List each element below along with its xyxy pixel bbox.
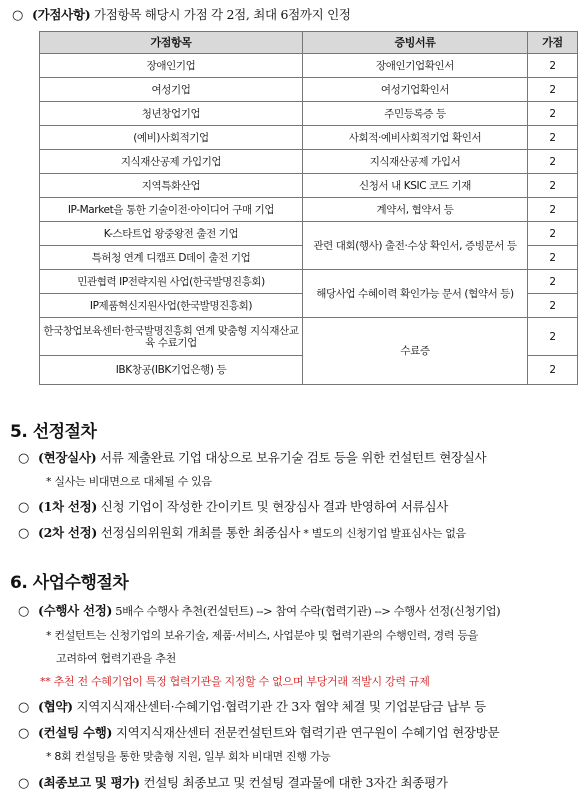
- cell-doc: 주민등록증 등: [303, 102, 528, 126]
- table-row: [40, 150, 578, 174]
- cell-score: 2: [528, 198, 578, 222]
- table-row: [40, 198, 578, 222]
- cell-item: K-스타트업 왕중왕전 출전 기업: [40, 222, 303, 246]
- header-item: 가점항목: [40, 32, 303, 54]
- cell-score: 2: [528, 270, 578, 294]
- bullet-circle-icon: ○: [18, 526, 30, 541]
- cell-item: 지식재산공제 가입기업: [40, 150, 303, 174]
- s6-item-agreement: [18, 696, 486, 715]
- s6-item-select: [18, 600, 500, 619]
- item-label: (컨설팅 수행): [38, 725, 113, 740]
- cell-item: (예비)사회적기업: [40, 126, 303, 150]
- cell-doc: 계약서, 협약서 등: [303, 198, 528, 222]
- cell-item: 장애인기업: [40, 54, 303, 78]
- cell-doc: 장애인기업확인서: [303, 54, 528, 78]
- cell-item: 민관협력 IP전략지원 사업(한국발명진흥회): [40, 270, 303, 294]
- item-label: (협약): [38, 699, 73, 714]
- cell-item: IP제품혁신지원사업(한국발명진흥회): [40, 294, 303, 318]
- cell-score: 2: [528, 78, 578, 102]
- bullet-circle-icon: ○: [18, 726, 30, 741]
- item-text: 서류 제출완료 기업 대상으로 보유기술 검토 등을 위한 컨설턴트 현장실사: [96, 450, 487, 465]
- bullet-circle-icon: ○: [18, 500, 30, 515]
- cell-doc: 여성기업확인서: [303, 78, 528, 102]
- cell-doc: 사회적·예비사회적기업 확인서: [303, 126, 528, 150]
- bullet-circle-icon: ○: [18, 776, 30, 791]
- section-6-title: 6. 사업수행절차: [10, 573, 129, 593]
- header-score: 가점: [528, 32, 578, 54]
- table-row: [40, 126, 578, 150]
- cell-item: IP-Market을 통한 기술이전·아이디어 구매 기업: [40, 198, 303, 222]
- cell-item: 청년창업기업: [40, 102, 303, 126]
- item-text: 5배수 수행사 추천(컨설턴트) --> 참여 수락(협력기관) --> 수행사 선정(신청기업): [112, 604, 501, 618]
- s6-item-final: [18, 772, 448, 791]
- item-text: 지역지식재산센터·수혜기업·협력기관 간 3자 협약 체결 및 기업분담금 납부 등: [72, 699, 486, 714]
- cell-doc: 관련 대회(행사) 출전·수상 확인서, 증빙문서 등: [303, 222, 528, 270]
- bullet-circle-icon: ○: [18, 604, 30, 619]
- item-text: 지역지식재산센터 전문컨설턴트와 협력기관 연구원이 수혜기업 현장방문: [112, 725, 500, 740]
- item-label: (2차 선정): [38, 525, 98, 540]
- table-row: [40, 270, 578, 294]
- s6-note-consultant-cont: 고려하여 협력기관을 추천: [56, 652, 176, 665]
- bullet-circle-icon: ○: [18, 700, 30, 715]
- bullet-circle-icon: ○: [12, 8, 24, 23]
- section-5-title: 5. 선정절차: [10, 422, 97, 442]
- cell-score: 2: [528, 174, 578, 198]
- item-note: * 별도의 신청기업 발표심사는 없음: [300, 527, 466, 540]
- cell-item: 특허청 연계 디캠프 D데이 출전 기업: [40, 246, 303, 270]
- cell-score: 2: [528, 246, 578, 270]
- cell-score: 2: [528, 318, 578, 356]
- item-label: (현장실사): [38, 450, 97, 465]
- bonus-label: (가점사항): [32, 7, 91, 22]
- bonus-table: [39, 31, 578, 385]
- item-label: (1차 선정): [38, 499, 98, 514]
- cell-doc: 해당사업 수혜이력 확인가능 문서 (협약서 등): [303, 270, 528, 318]
- s5-note-nonface: * 실사는 비대면으로 대체될 수 있음: [46, 475, 212, 488]
- bonus-text: 가점항목 해당시 가점 각 2점, 최대 6점까지 인정: [90, 7, 351, 22]
- table-row: [40, 222, 578, 246]
- bonus-line: [12, 4, 351, 23]
- cell-score: 2: [528, 126, 578, 150]
- cell-score: 2: [528, 150, 578, 174]
- table-header-row: [40, 32, 578, 54]
- item-text: 신청 기업이 작성한 간이키트 및 현장심사 결과 반영하여 서류심사: [97, 499, 449, 514]
- item-label: (최종보고 및 평가): [38, 775, 140, 790]
- item-text: 선정심의위원회 개최를 통한 최종심사: [97, 525, 301, 540]
- item-text: 컨설팅 최종보고 및 컨설팅 결과물에 대한 3자간 최종평가: [139, 775, 448, 790]
- item-label: (수행사 선정): [38, 603, 113, 618]
- cell-score: 2: [528, 102, 578, 126]
- cell-item: 지역특화산업: [40, 174, 303, 198]
- cell-item: 여성기업: [40, 78, 303, 102]
- table-row: [40, 318, 578, 356]
- cell-doc: 지식재산공제 가입서: [303, 150, 528, 174]
- bullet-circle-icon: ○: [18, 451, 30, 466]
- cell-score: 2: [528, 356, 578, 385]
- cell-score: 2: [528, 294, 578, 318]
- s5-item-first: [18, 496, 448, 515]
- s6-note-consultant: * 컨설턴트는 신청기업의 보유기술, 제품·서비스, 사업분야 및 협력기관의 수행인력, 경력 등을: [46, 629, 479, 642]
- cell-score: 2: [528, 54, 578, 78]
- cell-item: IBK창공(IBK기업은행) 등: [40, 356, 303, 385]
- s6-warning: ** 추천 전 수혜기업이 특정 협력기관을 지정할 수 없으며 부당거래 적발시 강력 규제: [40, 675, 430, 688]
- cell-doc: 수료증: [303, 318, 528, 385]
- s6-item-consulting: [18, 722, 499, 741]
- cell-score: 2: [528, 222, 578, 246]
- s5-item-second: [18, 522, 466, 541]
- cell-doc: 신청서 내 KSIC 코드 기재: [303, 174, 528, 198]
- table-row: [40, 54, 578, 78]
- s6-note-sessions: * 8회 컨설팅을 통한 맞춤형 지원, 일부 회차 비대면 진행 가능: [46, 750, 331, 763]
- header-doc: 증빙서류: [303, 32, 528, 54]
- table-row: [40, 78, 578, 102]
- s5-item-onsite: [18, 447, 486, 466]
- cell-item: 한국창업보육센터·한국발명진흥회 연계 맞춤형 지식재산교육 수료기업: [40, 318, 303, 356]
- table-row: [40, 174, 578, 198]
- table-row: [40, 102, 578, 126]
